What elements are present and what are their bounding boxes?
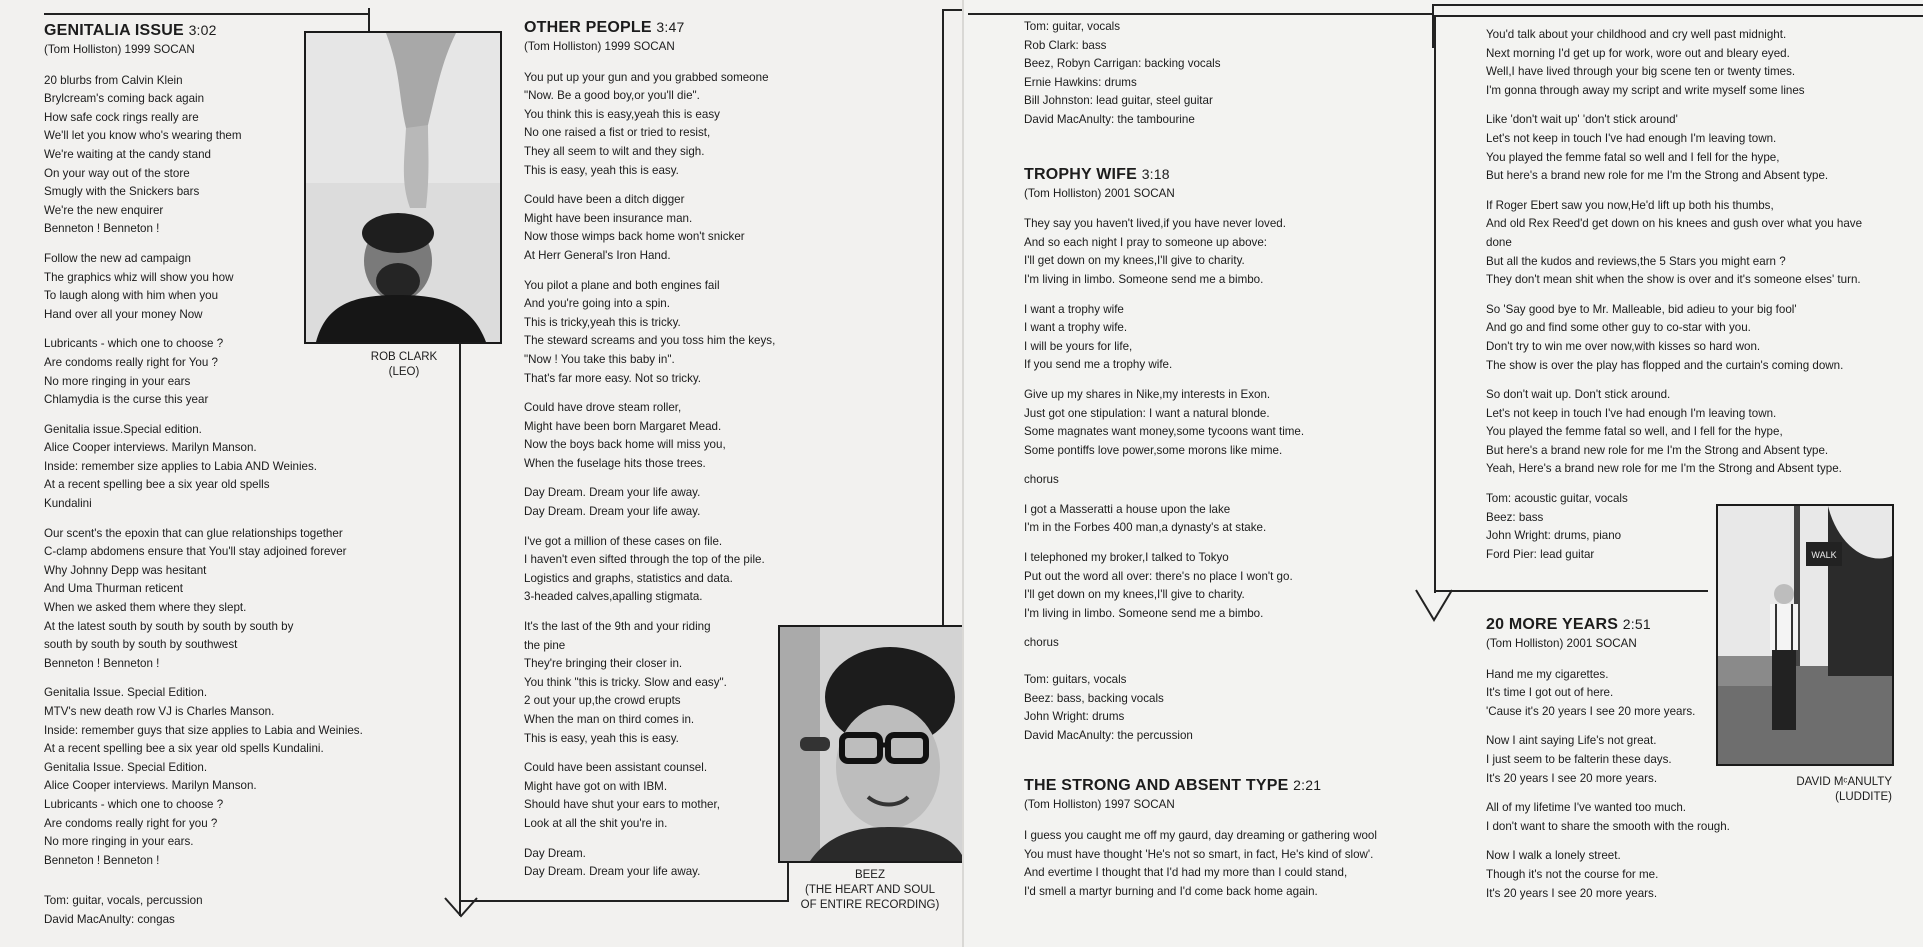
song-20-more-years	[1486, 614, 1746, 914]
personnel: Tom: guitars, vocals Beez: bass, backing vocals John Wright: drums David MacAnulty: the percussion	[1024, 673, 1193, 742]
photo-beez	[778, 625, 962, 863]
verse: Now I aint saying Life's not great. I just seem to be falterin these days. It's 20 years I see 20 more years.	[1486, 734, 1672, 785]
song-title: GENITALIA ISSUE 3:02	[44, 22, 217, 39]
verse: Could have been a ditch digger Might have been insurance man. Now those wimps back home won't snicker At Herr General's Iron Hand.	[524, 193, 745, 262]
verse: Genitalia issue.Special edition. Alice Cooper interviews. Marilyn Manson. Inside: remember size applies to Labia AND Weinies. At a recent spelling bee a six year old spells Kundalini	[44, 422, 318, 511]
frame-line	[1432, 15, 1923, 17]
verse: They say you haven't lived,if you have never loved. And so each night I pray to someone up above: I'll get down on my knees,I'll give to charity. I'm living in limbo. Someone send me a bimbo.	[1024, 217, 1286, 286]
personnel: Tom: acoustic guitar, vocals Beez: bass John Wright: drums, piano Ford Pier: lead guitar	[1486, 492, 1628, 561]
verse: It's the last of the 9th and your riding the pine They're bringing their closer in. You think "this is tricky. Slow and easy". 2 out your up,the crowd erupts When the man on third comes in. This is easy, yeah this is easy.	[524, 620, 727, 745]
song-title: OTHER PEOPLE 3:47	[524, 19, 685, 36]
frame-line	[1432, 4, 1923, 6]
personnel: Tom: guitar, vocals, percussion David MacAnulty: congas	[44, 894, 203, 926]
verse: Hand me my cigarettes. It's time I got out of here. 'Cause it's 20 years I see 20 more years.	[1486, 667, 1696, 718]
verse: I telephoned my broker,I talked to Tokyo Put out the word all over: there's no place I won't go. I'll get down on my knees,I'll give to charity. I'm living in limbo. Someone send me a bimbo.	[1024, 551, 1293, 620]
verse: 20 blurbs from Calvin Klein Brylcream's coming back again How safe cock rings really are We'll let you know who's wearing them We're waiting at the candy stand On your way out of the store Smugly with the Snickers bars We're the new enquirer Benneton ! Benneton !	[44, 73, 242, 236]
verse: I got a Masseratti a house upon the lake I'm in the Forbes 400 man,a dynasty's at stake.	[1024, 502, 1267, 535]
song-title: TROPHY WIFE 3:18	[1024, 165, 1170, 183]
song-credit: (Tom Holliston) 2001 SOCAN	[1024, 186, 1175, 200]
verse: Day Dream. Day Dream. Dream your life away.	[524, 846, 701, 879]
right-column-1	[1024, 18, 1444, 912]
verse: So don't wait up. Don't stick around. Let's not keep in touch I've had enough I'm leaving town. You played the femme fatal so well, and I fell for the hype, But here's a brand new role for me I'm the Strong and Absent type. Yeah, Here's a brand new role for me I'm the Strong and Absent type.	[1486, 388, 1842, 476]
song-credit: (Tom Holliston) 1997 SOCAN	[1024, 798, 1175, 812]
personnel-other-people: Tom: guitar, vocals Rob Clark: bass Beez, Robyn Carrigan: backing vocals Ernie Hawkins: drums Bill Johnston: lead guitar, steel guitar David MacAnulty: the tambourine	[1024, 20, 1221, 126]
verse: chorus	[1024, 473, 1059, 487]
verse: You'd talk about your childhood and cry well past midnight. Next morning I'd get up for work, wore out and bleary eyed. Well,I have lived through your big scene ten or twenty times. I'm gonna through away my script and write myself some lines	[1486, 28, 1805, 97]
frame-line	[942, 10, 944, 628]
verse: Lubricants - which one to choose ? Are condoms really right for You ? No more ringing in your ears Chlamydia is the curse this year	[44, 337, 224, 407]
song-trophy-wife	[1024, 164, 1444, 746]
caption-beez: BEEZ (THE HEART AND SOUL OF ENTIRE RECORDING)	[800, 869, 940, 911]
verse: I guess you caught me off my gaurd, day dreaming or gathering wool You must have thought 'He's not so smart, in fact, He's kind of slow'. And evertime I thought that I'd had my more than I could stand, I'd smell a martyr burning and I'd come back home again.	[1024, 829, 1377, 898]
photo-rob-clark	[304, 31, 502, 344]
verse: Could have drove steam roller, Might have been born Margaret Mead. Now the boys back home will miss you, When the fuselage hits those trees.	[524, 401, 726, 470]
verse: If Roger Ebert saw you now,He'd lift up both his thumbs, And old Rex Reed'd get down on his knees and gush over what you have done But all the kudos and reviews,the 5 Stars you might earn ? They don't mean shit when the show is over and it's someone elses' turn.	[1486, 198, 1863, 287]
song-credit: (Tom Holliston) 1999 SOCAN	[524, 40, 675, 53]
song-credit: (Tom Holliston) 1999 SOCAN	[44, 43, 195, 56]
verse: Give up my shares in Nike,my interests in Exon. Just got one stipulation: I want a natural blonde. Some magnates want money,some tycoons want time. Some pontiffs love power,some morons like mime.	[1024, 387, 1305, 457]
song-title: THE STRONG AND ABSENT TYPE 2:21	[1024, 777, 1322, 795]
right-column-2	[1486, 26, 1918, 575]
verse: I want a trophy wife I want a trophy wife. I will be yours for life, If you send me a trophy wife.	[1024, 302, 1173, 372]
song-credit: (Tom Holliston) 2001 SOCAN	[1486, 637, 1637, 650]
caption-david-macanulty: DAVID MᶜANULTY (LUDDITE)	[1796, 776, 1892, 803]
right-page	[964, 0, 1923, 947]
photo-david-macanulty	[1716, 504, 1894, 766]
frame-line	[968, 13, 1434, 15]
walk-sign-text: WALK	[1811, 550, 1837, 560]
verse: Follow the new ad campaign The graphics whiz will show you how To laugh along with him when you Hand over all your money Now	[44, 251, 234, 321]
verse: So 'Say good bye to Mr. Malleable, bid adieu to your big fool' And go and find some other guy to co-star with you. Don't try to win me over now,with kisses so hard won. The show is over the play has flopped and the curtain's coming down.	[1486, 302, 1844, 372]
caption-rob-clark: ROB CLARK (LEO)	[370, 351, 438, 378]
verse: Now I walk a lonely street. Though it's not the course for me. It's 20 years I see 20 more years.	[1486, 849, 1659, 900]
song-strong-and-absent-type	[1024, 775, 1444, 901]
verse: Our scent's the epoxin that can glue relationships together C-clamp abdomens ensure that You'll stay adjoined forever Why Johnny Depp was hesitant And Uma Thurman reticent When we asked them where they slept. At the latest south by south by south by south by south by south by south by southwest Benneton ! Benneton !	[44, 526, 347, 670]
frame-line	[942, 9, 962, 11]
verse: You put up your gun and you grabbed someone "Now. Be a good boy,or you'll die". You think this is easy,yeah this is easy No one raised a fist or tried to resist, They all seem to wilt and they sigh. This is easy, yeah this is easy.	[524, 70, 769, 177]
verse: All of my lifetime I've wanted too much. I don't want to share the smooth with the rough.	[1486, 801, 1730, 833]
frame-line	[459, 900, 789, 902]
verse: Like 'don't wait up' 'don't stick around' Let's not keep in touch I've had enough I'm leaving town. You played the femme fatal so well and I fell for the hype, But here's a brand new role for me I'm the Strong and Absent type.	[1486, 113, 1829, 183]
verse: I've got a million of these cases on file. I haven't even sifted through the top of the pile. Logistics and graphs, statistics and data. 3-headed calves,apalling stigmata.	[524, 534, 765, 604]
verse: Day Dream. Dream your life away. Day Dream. Dream your life away.	[524, 486, 701, 519]
verse: Could have been assistant counsel. Might have got on with IBM. Should have shut your ears to mother, Look at all the shit you're in.	[524, 761, 720, 830]
verse: chorus	[1024, 636, 1059, 650]
verse: You pilot a plane and both engines fail And you're going into a spin. This is tricky,yeah this is tricky. The steward screams and you toss him the keys, "Now ! You take this baby in". That's far more easy. Not so tricky.	[524, 278, 776, 385]
frame-line	[44, 13, 370, 15]
song-title: 20 MORE YEARS 2:51	[1486, 616, 1651, 633]
verse: Genitalia Issue. Special Edition. MTV's new death row VJ is Charles Manson. Inside: remember guys that size applies to Labia and Weinies. At a recent spelling bee a six year old spells Kundalini. Genitalia Issue. Special Edition. Alice Cooper interviews. Marilyn Manson. Lubricants - which one to choose ? Are condoms really right for you ? No more ringing in your ears. Benneton ! Benneton !	[44, 686, 363, 867]
frame-line	[1434, 590, 1708, 592]
